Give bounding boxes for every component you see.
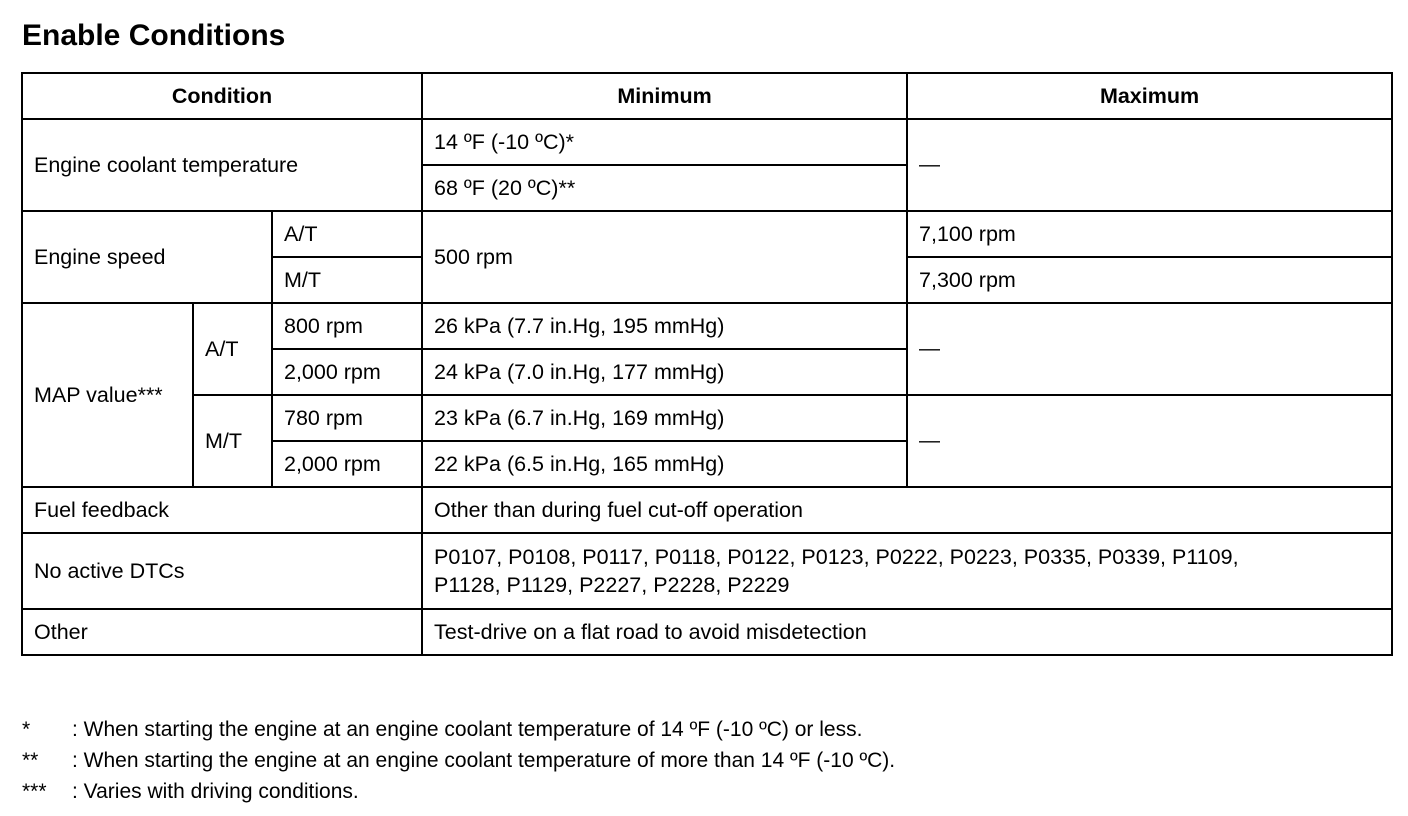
map-mt-max: —: [907, 395, 1392, 487]
ect-label: Engine coolant temperature: [22, 119, 422, 211]
table-row: [22, 303, 1392, 349]
table-row: [22, 119, 1392, 165]
fuel-label: Fuel feedback: [22, 487, 422, 533]
speed-mt: M/T: [272, 257, 422, 303]
footnote: [22, 714, 895, 745]
table-row: [22, 609, 1392, 655]
dtc-value: [422, 533, 1392, 609]
footnote: [22, 776, 895, 807]
enable-conditions-table: [21, 72, 1393, 656]
map-at-rpm-1: 800 rpm: [272, 303, 422, 349]
speed-min: 500 rpm: [422, 211, 907, 303]
header-condition: Condition: [22, 73, 422, 119]
table-row: [22, 533, 1392, 609]
footnote: [22, 745, 895, 776]
footnote-mark: **: [22, 749, 39, 772]
ect-min-1: 14 ºF (-10 ºC)*: [422, 119, 907, 165]
other-value: Test-drive on a flat road to avoid misdetection: [422, 609, 1392, 655]
map-mt-min-2: 22 kPa (6.5 in.Hg, 165 mmHg): [422, 441, 907, 487]
table-row: [22, 487, 1392, 533]
map-at-min-1: 26 kPa (7.7 in.Hg, 195 mmHg): [422, 303, 907, 349]
map-at: A/T: [193, 303, 272, 395]
footnote-text: : When starting the engine at an engine coolant temperature of more than 14 ºF (-10 ºC).: [72, 749, 896, 772]
footnotes: [22, 714, 895, 807]
map-mt-rpm-2: 2,000 rpm: [272, 441, 422, 487]
dtc-line-1: P0107, P0108, P0117, P0118, P0122, P0123, P0222, P0223, P0335, P0339, P1109,: [434, 545, 1239, 569]
map-at-min-2: 24 kPa (7.0 in.Hg, 177 mmHg): [422, 349, 907, 395]
speed-label: Engine speed: [22, 211, 272, 303]
table-row: [22, 395, 1392, 441]
header-maximum: Maximum: [907, 73, 1392, 119]
speed-at: A/T: [272, 211, 422, 257]
map-at-rpm-2: 2,000 rpm: [272, 349, 422, 395]
header-minimum: Minimum: [422, 73, 907, 119]
page-title: Enable Conditions: [22, 19, 286, 52]
speed-max-at: 7,100 rpm: [907, 211, 1392, 257]
fuel-value: Other than during fuel cut-off operation: [422, 487, 1392, 533]
ect-min-2: 68 ºF (20 ºC)**: [422, 165, 907, 211]
map-mt: M/T: [193, 395, 272, 487]
speed-max-mt: 7,300 rpm: [907, 257, 1392, 303]
other-label: Other: [22, 609, 422, 655]
footnote-text: : When starting the engine at an engine coolant temperature of 14 ºF (-10 ºC) or less.: [72, 718, 863, 741]
table-row: [22, 211, 1392, 257]
dtc-line-2: P1128, P1129, P2227, P2228, P2229: [434, 573, 790, 597]
footnote-text: : Varies with driving conditions.: [72, 780, 359, 803]
map-mt-min-1: 23 kPa (6.7 in.Hg, 169 mmHg): [422, 395, 907, 441]
map-label: MAP value***: [22, 303, 193, 487]
ect-max: —: [907, 119, 1392, 211]
footnote-mark: *: [22, 718, 31, 741]
footnote-mark: ***: [22, 780, 47, 803]
dtc-label: No active DTCs: [22, 533, 422, 609]
header-row: [22, 73, 1392, 119]
map-mt-rpm-1: 780 rpm: [272, 395, 422, 441]
map-at-max: —: [907, 303, 1392, 395]
